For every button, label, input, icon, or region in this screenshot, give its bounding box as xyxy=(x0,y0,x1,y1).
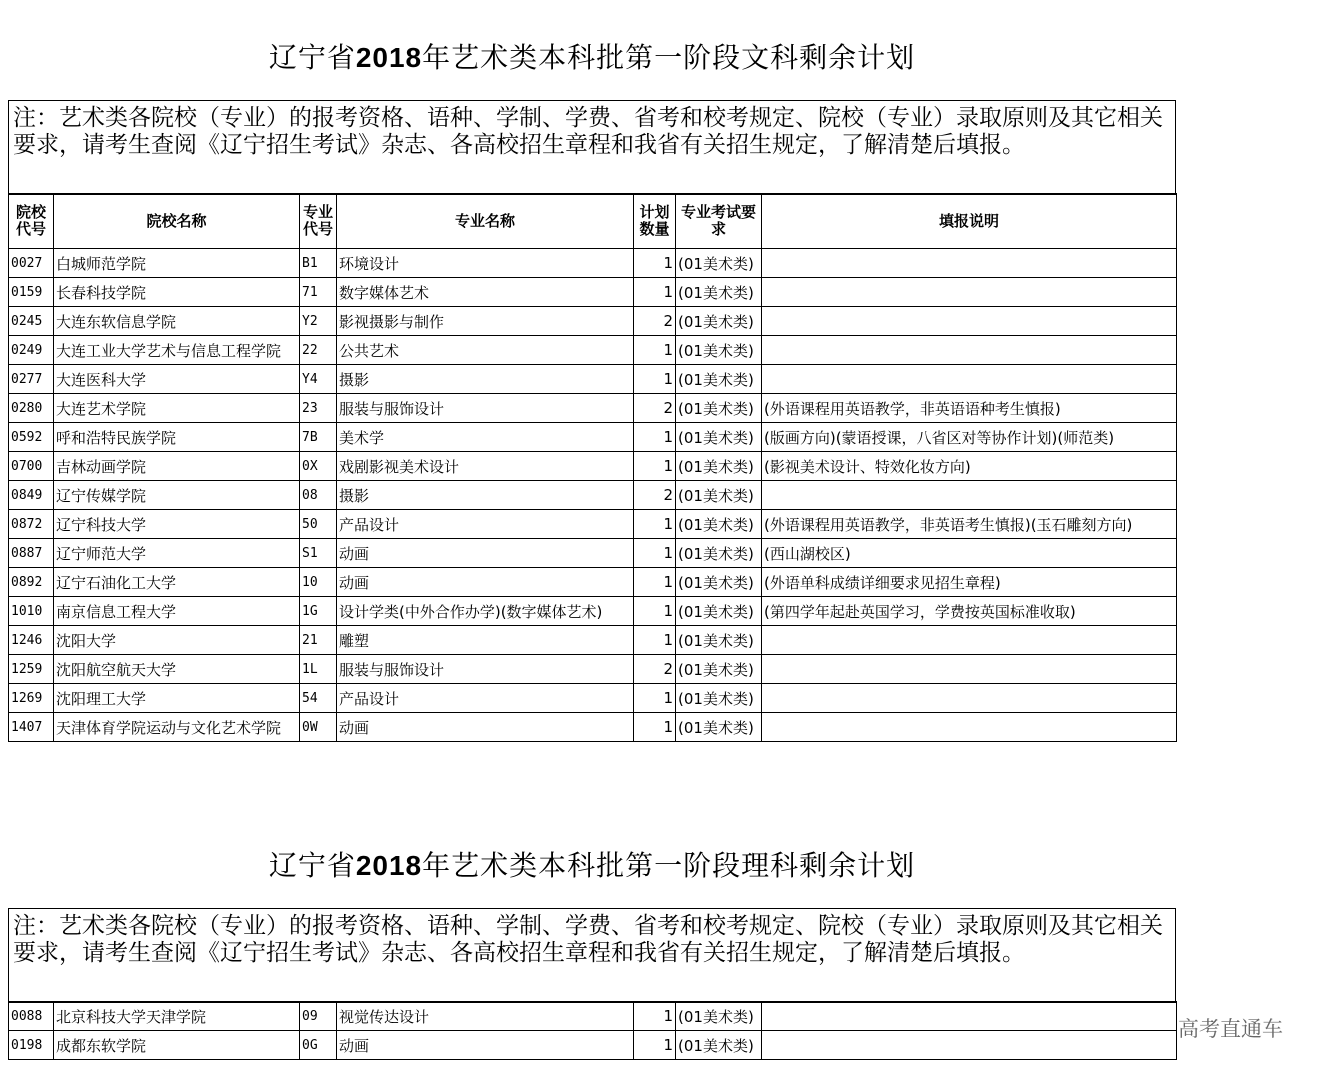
school-name-cell: 沈阳大学 xyxy=(54,626,300,655)
plan-count-cell: 2 xyxy=(634,394,676,423)
plan-count-cell: 1 xyxy=(634,1002,676,1031)
school-code-cell: 0700 xyxy=(9,452,54,481)
table-row xyxy=(9,336,1177,365)
major-name-cell: 戏剧影视美术设计 xyxy=(337,452,634,481)
exam-requirement-cell: (01美术类) xyxy=(676,481,762,510)
school-code-cell: 1259 xyxy=(9,655,54,684)
table-row xyxy=(9,626,1177,655)
school-code-cell: 0027 xyxy=(9,249,54,278)
major-name-cell: 环境设计 xyxy=(337,249,634,278)
plan-count-cell: 1 xyxy=(634,336,676,365)
exam-requirement-cell: (01美术类) xyxy=(676,1031,762,1060)
school-code-cell: 0245 xyxy=(9,307,54,336)
plan-table-liberal-arts xyxy=(8,193,1177,742)
filing-note-cell: (外语课程用英语教学，非英语考生慎报)(玉石雕刻方向) xyxy=(762,510,1177,539)
filing-note-cell xyxy=(762,365,1177,394)
major-code-cell: 23 xyxy=(300,394,337,423)
major-name-cell: 产品设计 xyxy=(337,510,634,539)
major-name-cell: 服装与服饰设计 xyxy=(337,655,634,684)
exam-requirement-cell: (01美术类) xyxy=(676,249,762,278)
major-name-cell: 摄影 xyxy=(337,365,634,394)
major-code-cell: 08 xyxy=(300,481,337,510)
table-row xyxy=(9,307,1177,336)
school-code-cell: 0887 xyxy=(9,539,54,568)
school-code-cell: 0849 xyxy=(9,481,54,510)
filing-note-cell xyxy=(762,1031,1177,1060)
exam-requirement-cell: (01美术类) xyxy=(676,655,762,684)
major-code-cell: 1L xyxy=(300,655,337,684)
plan-count-cell: 1 xyxy=(634,452,676,481)
school-name-cell: 成都东软学院 xyxy=(54,1031,300,1060)
header-plan-count: 计划数量 xyxy=(634,194,676,249)
filing-note-cell xyxy=(762,626,1177,655)
table-row xyxy=(9,713,1177,742)
exam-requirement-cell: (01美术类) xyxy=(676,539,762,568)
table-row xyxy=(9,568,1177,597)
plan-count-cell: 1 xyxy=(634,684,676,713)
school-code-cell: 0198 xyxy=(9,1031,54,1060)
plan-count-cell: 1 xyxy=(634,278,676,307)
school-code-cell: 0249 xyxy=(9,336,54,365)
exam-requirement-cell: (01美术类) xyxy=(676,452,762,481)
notice-box: 注：艺术类各院校（专业）的报考资格、语种、学制、学费、省考和校考规定、院校（专业）录取原则及其它相关要求，请考生查阅《辽宁招生考试》杂志、各高校招生章程和我省有关招生规定，了解清楚后填报。 xyxy=(8,908,1176,1003)
table-row xyxy=(9,655,1177,684)
plan-count-cell: 1 xyxy=(634,539,676,568)
major-name-cell: 动画 xyxy=(337,539,634,568)
plan-count-cell: 1 xyxy=(634,423,676,452)
exam-requirement-cell: (01美术类) xyxy=(676,626,762,655)
title-prefix: 辽宁省 xyxy=(268,41,356,74)
exam-requirement-cell: (01美术类) xyxy=(676,307,762,336)
school-name-cell: 大连工业大学艺术与信息工程学院 xyxy=(54,336,300,365)
school-code-cell: 1010 xyxy=(9,597,54,626)
school-code-cell: 0872 xyxy=(9,510,54,539)
exam-requirement-cell: (01美术类) xyxy=(676,278,762,307)
exam-requirement-cell: (01美术类) xyxy=(676,1002,762,1031)
school-name-cell: 大连艺术学院 xyxy=(54,394,300,423)
table-body xyxy=(9,1002,1177,1060)
exam-requirement-cell: (01美术类) xyxy=(676,423,762,452)
exam-requirement-cell: (01美术类) xyxy=(676,336,762,365)
school-name-cell: 沈阳理工大学 xyxy=(54,684,300,713)
major-code-cell: 10 xyxy=(300,568,337,597)
header-major-name: 专业名称 xyxy=(337,194,634,249)
plan-count-cell: 2 xyxy=(634,307,676,336)
school-code-cell: 1269 xyxy=(9,684,54,713)
title-suffix: 年艺术类本科批第一阶段理科剩余计划 xyxy=(422,849,916,882)
school-name-cell: 辽宁师范大学 xyxy=(54,539,300,568)
school-code-cell: 0892 xyxy=(9,568,54,597)
header-exam-requirement: 专业考试要求 xyxy=(676,194,762,249)
filing-note-cell xyxy=(762,307,1177,336)
school-name-cell: 沈阳航空航天大学 xyxy=(54,655,300,684)
plan-count-cell: 1 xyxy=(634,626,676,655)
school-name-cell: 吉林动画学院 xyxy=(54,452,300,481)
school-name-cell: 大连医科大学 xyxy=(54,365,300,394)
watermark-text: 高考直通车 xyxy=(1178,1017,1283,1041)
major-code-cell: 22 xyxy=(300,336,337,365)
plan-count-cell: 1 xyxy=(634,510,676,539)
major-code-cell: 0G xyxy=(300,1031,337,1060)
table-body xyxy=(9,249,1177,742)
major-code-cell: 7B xyxy=(300,423,337,452)
school-name-cell: 北京科技大学天津学院 xyxy=(54,1002,300,1031)
filing-note-cell xyxy=(762,713,1177,742)
table-row xyxy=(9,452,1177,481)
major-name-cell: 动画 xyxy=(337,1031,634,1060)
filing-note-cell xyxy=(762,336,1177,365)
school-name-cell: 天津体育学院运动与文化艺术学院 xyxy=(54,713,300,742)
title-year: 2018 xyxy=(355,850,423,881)
header-major-code: 专业代号 xyxy=(300,194,337,249)
filing-note-cell xyxy=(762,684,1177,713)
major-code-cell: 71 xyxy=(300,278,337,307)
plan-count-cell: 1 xyxy=(634,597,676,626)
school-code-cell: 0159 xyxy=(9,278,54,307)
major-name-cell: 数字媒体艺术 xyxy=(337,278,634,307)
title-year: 2018 xyxy=(355,42,423,73)
header-school-code: 院校代号 xyxy=(9,194,54,249)
filing-note-cell xyxy=(762,1002,1177,1031)
major-name-cell: 服装与服饰设计 xyxy=(337,394,634,423)
table-row xyxy=(9,278,1177,307)
plan-count-cell: 1 xyxy=(634,713,676,742)
notice-box: 注：艺术类各院校（专业）的报考资格、语种、学制、学费、省考和校考规定、院校（专业）录取原则及其它相关要求，请考生查阅《辽宁招生考试》杂志、各高校招生章程和我省有关招生规定，了解清楚后填报。 xyxy=(8,100,1176,195)
major-name-cell: 设计学类(中外合作办学)(数字媒体艺术) xyxy=(337,597,634,626)
school-code-cell: 0277 xyxy=(9,365,54,394)
major-code-cell: 0X xyxy=(300,452,337,481)
plan-count-cell: 1 xyxy=(634,568,676,597)
school-name-cell: 南京信息工程大学 xyxy=(54,597,300,626)
major-code-cell: 50 xyxy=(300,510,337,539)
major-name-cell: 雕塑 xyxy=(337,626,634,655)
major-name-cell: 美术学 xyxy=(337,423,634,452)
major-code-cell: 54 xyxy=(300,684,337,713)
major-code-cell: 0W xyxy=(300,713,337,742)
school-code-cell: 1246 xyxy=(9,626,54,655)
table-row xyxy=(9,423,1177,452)
exam-requirement-cell: (01美术类) xyxy=(676,713,762,742)
plan-count-cell: 2 xyxy=(634,481,676,510)
major-name-cell: 动画 xyxy=(337,713,634,742)
school-code-cell: 0088 xyxy=(9,1002,54,1031)
filing-note-cell: (外语课程用英语教学，非英语语种考生慎报) xyxy=(762,394,1177,423)
filing-note-cell xyxy=(762,655,1177,684)
school-code-cell: 0280 xyxy=(9,394,54,423)
major-code-cell: B1 xyxy=(300,249,337,278)
plan-count-cell: 1 xyxy=(634,1031,676,1060)
filing-note-cell: (外语单科成绩详细要求见招生章程) xyxy=(762,568,1177,597)
filing-note-cell: (版画方向)(蒙语授课，八省区对等协作计划)(师范类) xyxy=(762,423,1177,452)
school-name-cell: 辽宁科技大学 xyxy=(54,510,300,539)
page-title-liberal-arts xyxy=(8,36,1176,76)
table-row xyxy=(9,249,1177,278)
page-title-science xyxy=(8,844,1176,884)
plan-count-cell: 1 xyxy=(634,365,676,394)
school-code-cell: 1407 xyxy=(9,713,54,742)
major-code-cell: 21 xyxy=(300,626,337,655)
school-name-cell: 长春科技学院 xyxy=(54,278,300,307)
header-school-name: 院校名称 xyxy=(54,194,300,249)
exam-requirement-cell: (01美术类) xyxy=(676,365,762,394)
table-row xyxy=(9,597,1177,626)
exam-requirement-cell: (01美术类) xyxy=(676,510,762,539)
table-row xyxy=(9,539,1177,568)
table-row xyxy=(9,365,1177,394)
filing-note-cell xyxy=(762,481,1177,510)
filing-note-cell xyxy=(762,249,1177,278)
title-suffix: 年艺术类本科批第一阶段文科剩余计划 xyxy=(422,41,916,74)
major-name-cell: 产品设计 xyxy=(337,684,634,713)
major-code-cell: Y2 xyxy=(300,307,337,336)
filing-note-cell: (西山湖校区) xyxy=(762,539,1177,568)
school-name-cell: 辽宁传媒学院 xyxy=(54,481,300,510)
major-name-cell: 影视摄影与制作 xyxy=(337,307,634,336)
filing-note-cell: (第四学年起赴英国学习，学费按英国标准收取) xyxy=(762,597,1177,626)
exam-requirement-cell: (01美术类) xyxy=(676,394,762,423)
header-filing-notes: 填报说明 xyxy=(762,194,1177,249)
major-code-cell: 09 xyxy=(300,1002,337,1031)
major-name-cell: 视觉传达设计 xyxy=(337,1002,634,1031)
school-name-cell: 呼和浩特民族学院 xyxy=(54,423,300,452)
title-prefix: 辽宁省 xyxy=(268,849,356,882)
school-name-cell: 大连东软信息学院 xyxy=(54,307,300,336)
exam-requirement-cell: (01美术类) xyxy=(676,568,762,597)
filing-note-cell xyxy=(762,278,1177,307)
table-row xyxy=(9,684,1177,713)
table-header-row xyxy=(9,194,1177,249)
table-row xyxy=(9,510,1177,539)
table-row xyxy=(9,394,1177,423)
school-name-cell: 白城师范学院 xyxy=(54,249,300,278)
table-row xyxy=(9,1031,1177,1060)
school-name-cell: 辽宁石油化工大学 xyxy=(54,568,300,597)
plan-count-cell: 1 xyxy=(634,249,676,278)
major-name-cell: 动画 xyxy=(337,568,634,597)
table-row xyxy=(9,1002,1177,1031)
major-name-cell: 摄影 xyxy=(337,481,634,510)
exam-requirement-cell: (01美术类) xyxy=(676,684,762,713)
major-code-cell: Y4 xyxy=(300,365,337,394)
plan-count-cell: 2 xyxy=(634,655,676,684)
major-code-cell: S1 xyxy=(300,539,337,568)
plan-table-science xyxy=(8,1001,1177,1060)
filing-note-cell: (影视美术设计、特效化妆方向) xyxy=(762,452,1177,481)
major-name-cell: 公共艺术 xyxy=(337,336,634,365)
table-row xyxy=(9,481,1177,510)
exam-requirement-cell: (01美术类) xyxy=(676,597,762,626)
major-code-cell: 1G xyxy=(300,597,337,626)
school-code-cell: 0592 xyxy=(9,423,54,452)
